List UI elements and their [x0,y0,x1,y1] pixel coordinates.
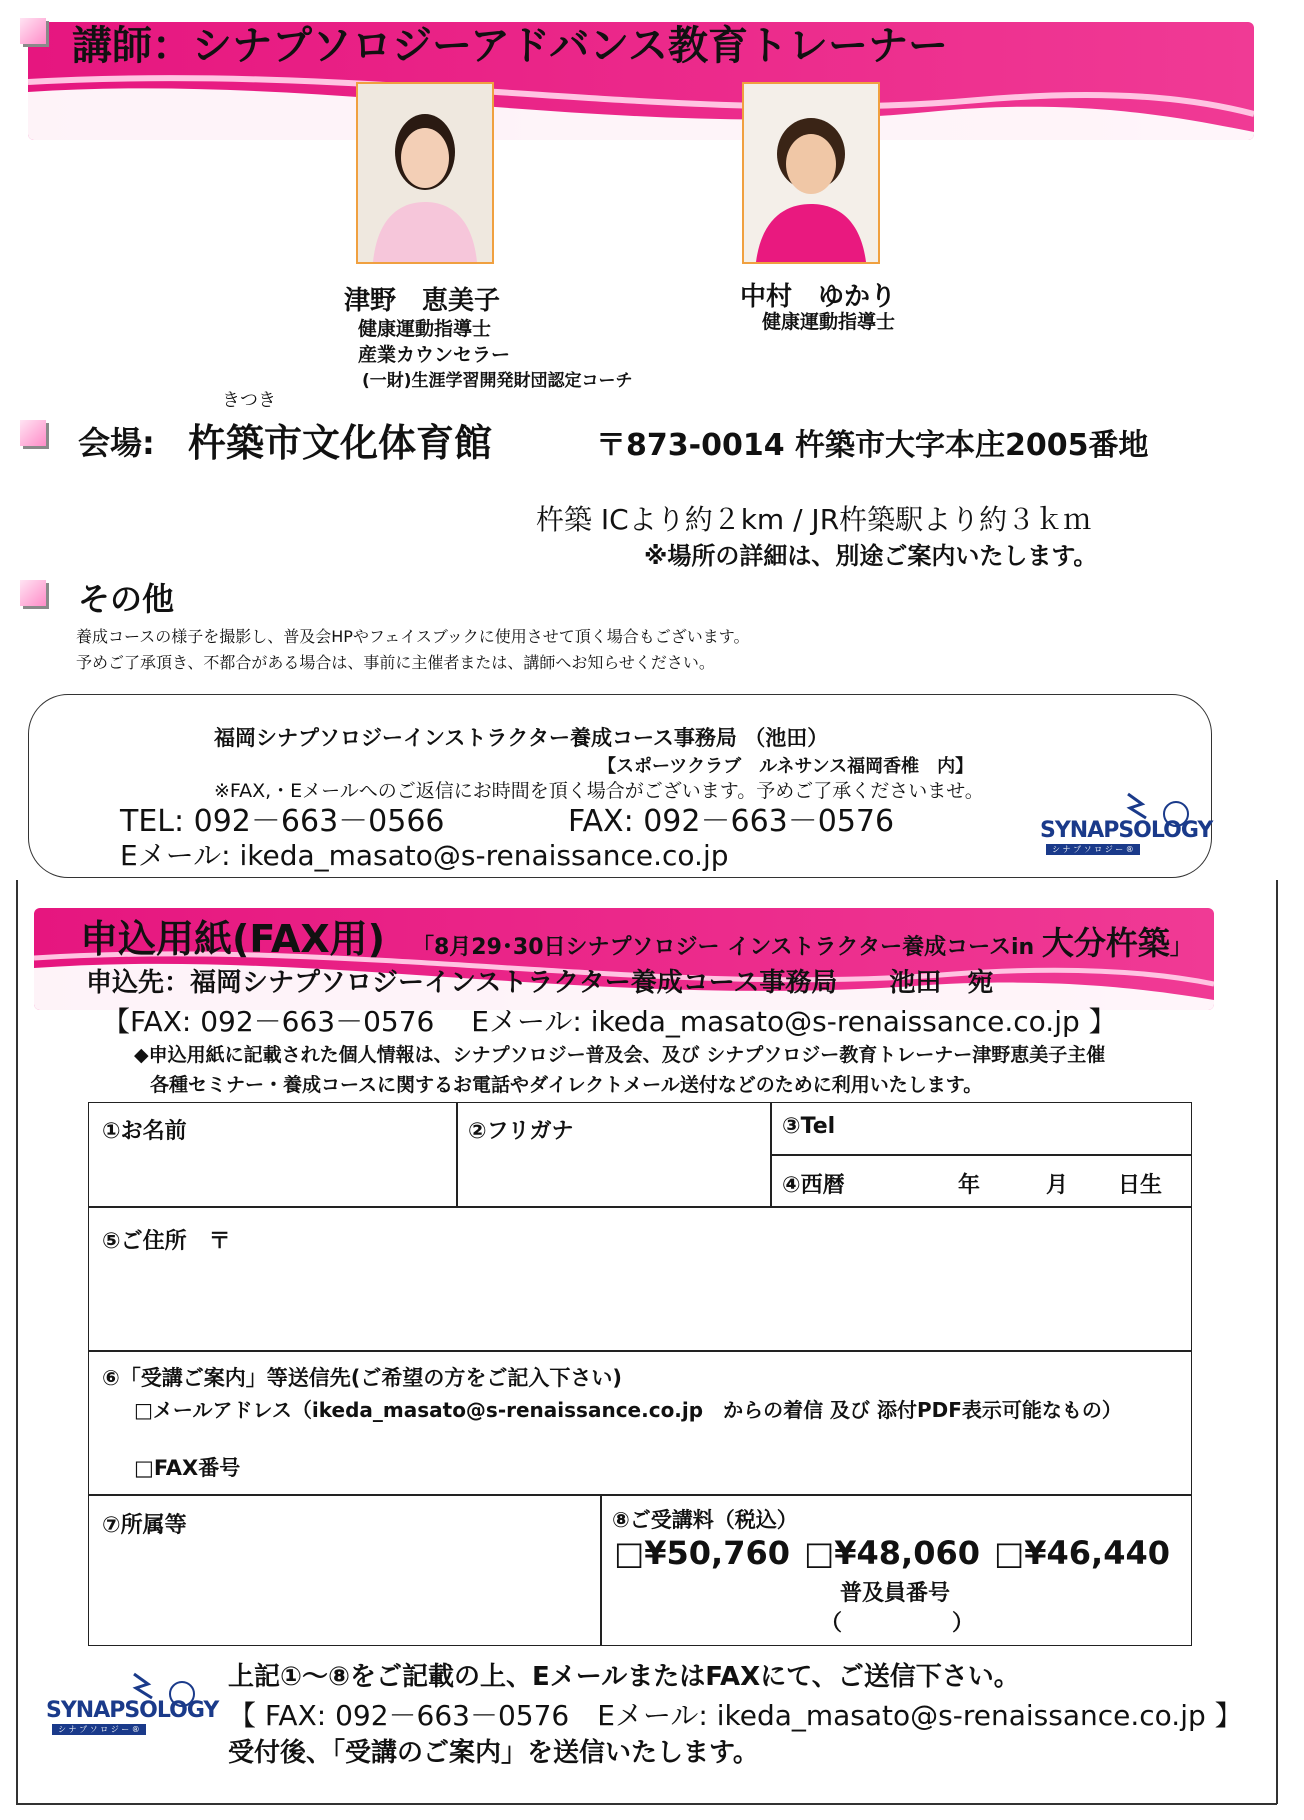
field-birth-month: 月 [1046,1173,1069,1198]
footer-line-3: 受付後、「受講のご案内」を送信いたします。 [228,1738,759,1768]
heading-bullet-icon [20,420,46,446]
logo-sub: シ ナ プ ソ ロ ジ ー ® [52,1724,146,1735]
field-address-cell[interactable] [88,1206,1192,1352]
page-border-right [1276,880,1278,1804]
instructor-name-tsuno: 津野 恵美子 [344,286,501,316]
instructor-heading: 講師：シナプソロジーアドバンス教育トレーナー [72,23,948,69]
member-number-label: 普及員番号 [840,1581,951,1606]
instructor-photo-tsuno [356,82,494,264]
field-birth-label: ④西暦 [782,1173,845,1198]
form-privacy-1: ◆申込用紙に記載された個人情報は、シナプソロジー普及会、及び シナプソロジー教育トレーナー津野恵美子主催 [134,1044,1106,1066]
field-name-label: ①お名前 [102,1119,187,1144]
logo-sub: シ ナ プ ソ ロ ジ ー ® [1046,844,1140,855]
other-line-2: 予めご了承頂き、不都合がある場合は、事前に主催者または、講師へお知らせください。 [76,653,715,672]
form-event [412,918,1192,964]
field-birth-year: 年 [958,1173,981,1198]
synapsology-logo [1036,790,1213,858]
heading-bullet-icon [20,580,46,606]
heading-bullet-icon [20,18,46,44]
form-event-prefix: 「8月29･30日シナプソロジー インストラクター養成コースin [412,935,1042,960]
instructor-name-nakamura: 中村 ゆかり [740,282,897,312]
other-line-1: 養成コースの様子を撮影し、普及会HPやフェイスブックに使用させて頂く場合もございます。 [76,627,750,646]
contact-tel: TEL: 092－663－0566 [120,804,445,839]
venue-address: 〒873-0014 杵築市大字本庄2005番地 [596,428,1149,463]
contact-office: 福岡シナプソロジーインストラクター養成コース事務局 （池田） [214,726,829,750]
other-heading: その他 [78,580,175,618]
field-send-label: ⑥「受講ご案内」等送信先(ご希望の方をご記入下さい) [102,1366,622,1390]
fee-option-2-checkbox[interactable]: □¥48,060 [804,1534,980,1572]
field-address-label: ⑤ご住所 〒 [102,1229,231,1254]
venue-name: 杵築市文化体育館 [188,421,493,465]
form-destination-contact: 【FAX: 092－663－0576 Eメール: ikeda_masato@s-renaissance.co.jp 】 [102,1005,1117,1038]
form-destination: 申込先：福岡シナプソロジーインストラクター養成コース事務局 池田 宛 [86,968,994,998]
person-photo-icon [358,84,492,262]
logo-text: SYNAPSOLOGY [1040,818,1213,843]
instructor-title-nakamura-1: 健康運動指導士 [762,311,896,333]
synapsology-logo-footer [42,1670,219,1738]
logo-text: SYNAPSOLOGY [46,1698,219,1723]
field-send-email-checkbox[interactable]: □メールアドレス（ikeda_masato@s-renaissance.co.jp からの着信 及び 添付PDF表示可能なもの） [134,1398,1122,1422]
contact-club: 【スポーツクラブ ルネサンス福岡香椎 内】 [598,756,974,777]
form-event-place: 大分杵築 [1041,924,1170,962]
venue-access: 杵築 ICより約２km / JR杵築駅より約３ｋｍ [536,503,1092,536]
field-tel-label: ③Tel [782,1114,836,1139]
footer-line-1: 上記①～⑧をご記載の上、EメールまたはFAXにて、ご送信下さい。 [228,1662,1020,1692]
contact-email: Eメール: ikeda_masato@s-renaissance.co.jp [120,839,729,872]
instructor-title-tsuno-3: (一財)生涯学習開発財団認定コーチ [362,371,633,391]
venue-ruby: きつき [222,390,276,411]
venue-note: ※場所の詳細は、別途ご案内いたします。 [644,542,1098,570]
field-furigana-label: ②フリガナ [468,1119,574,1144]
venue-label: 会場: [78,424,155,462]
field-birth-day: 日生 [1118,1173,1163,1198]
form-privacy-2: 各種セミナー・養成コースに関するお電話やダイレクトメール送付などのために利用いたします。 [150,1074,983,1096]
instructor-title-tsuno-2: 産業カウンセラー [358,344,511,366]
fee-option-3-checkbox[interactable]: □¥46,440 [994,1534,1170,1572]
contact-fax: FAX: 092－663－0576 [568,804,895,839]
contact-note: ※FAX,・Eメールへのご返信にお時間を頂く場合がございます。予めご了承くださいませ。 [214,780,984,802]
person-photo-icon [744,84,878,262]
page-border-bottom [16,1803,1277,1805]
fee-option-1-checkbox[interactable]: □¥50,760 [614,1534,790,1572]
field-fee-label: ⑧ご受講料（税込） [612,1508,798,1532]
form-event-suffix: 」 [1169,935,1192,960]
form-title: 申込用紙(FAX用) [80,917,386,961]
field-send-fax-checkbox[interactable]: □FAX番号 [134,1456,241,1480]
page-border-left [16,880,18,1804]
field-affiliation-label: ⑦所属等 [102,1513,187,1538]
footer-line-2: 【 FAX: 092－663－0576 Eメール: ikeda_masato@s-renaissance.co.jp 】 [228,1699,1243,1732]
instructor-photo-nakamura [742,82,880,264]
instructor-title-tsuno-1: 健康運動指導士 [358,318,492,340]
member-number-field[interactable]: （ ） [820,1611,975,1636]
